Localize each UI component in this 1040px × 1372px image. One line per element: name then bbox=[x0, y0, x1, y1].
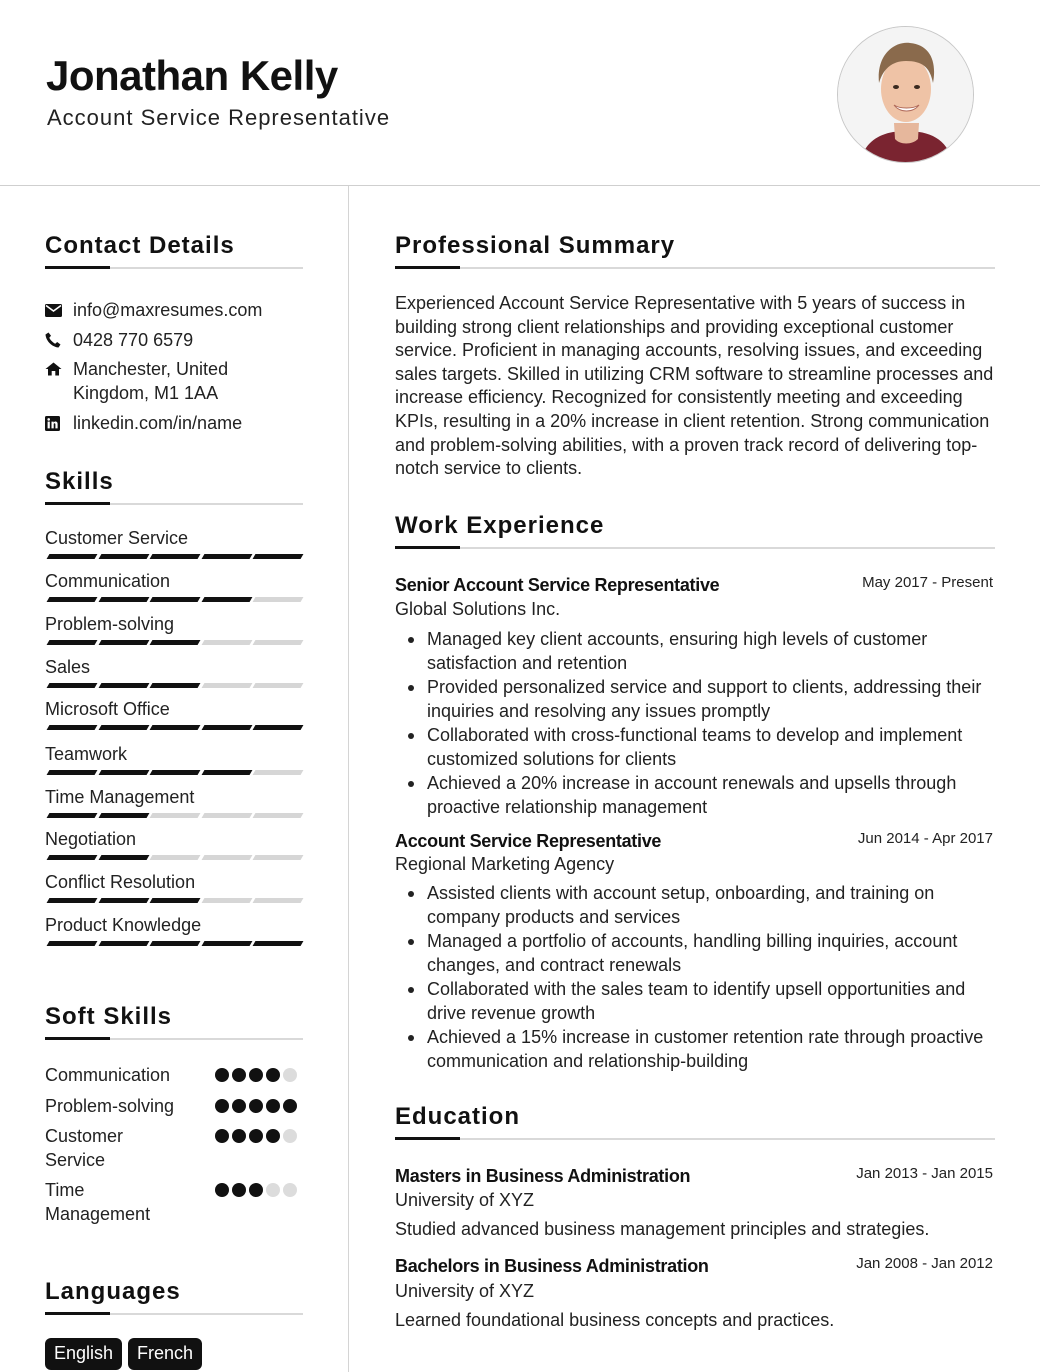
contact-address bbox=[45, 357, 273, 405]
skill-level-segment bbox=[98, 640, 149, 645]
skill-level-bar bbox=[45, 813, 303, 818]
skill-row bbox=[45, 656, 303, 678]
skill-level-segment bbox=[253, 640, 304, 645]
rating-dot bbox=[249, 1099, 263, 1113]
rating-dot bbox=[283, 1099, 297, 1113]
skill-level-segment bbox=[253, 683, 304, 688]
skill-level-segment bbox=[150, 683, 201, 688]
skill-level-segment bbox=[150, 855, 201, 860]
summary-heading: Professional Summary bbox=[395, 232, 676, 259]
languages-rule bbox=[45, 1313, 303, 1315]
skill-row bbox=[45, 914, 303, 936]
skill-row bbox=[45, 570, 303, 592]
job-dates: Jun 2014 - Apr 2017 bbox=[857, 830, 993, 847]
soft-skill-row bbox=[45, 1178, 303, 1226]
list-item: Collaborated with the sales team to identify upsell opportunities and drive revenue growth bbox=[395, 977, 995, 1025]
skill-level-segment bbox=[98, 813, 149, 818]
job-title: Senior Account Service Representative bbox=[395, 575, 720, 595]
skill-level-segment bbox=[253, 770, 304, 775]
skill-label: Negotiation bbox=[45, 829, 137, 849]
soft-skill-label: Problem-solving bbox=[45, 1096, 175, 1116]
skill-level-segment bbox=[98, 554, 149, 559]
rating-dot bbox=[266, 1183, 280, 1197]
skill-level-bar bbox=[45, 725, 303, 730]
candidate-title: Account Service Representative bbox=[47, 105, 391, 130]
soft-skill-rating bbox=[215, 1129, 297, 1143]
skill-label: Product Knowledge bbox=[45, 915, 202, 935]
degree-school: University of XYZ bbox=[395, 1190, 535, 1210]
skills-heading: Skills bbox=[45, 468, 114, 495]
contact-email bbox=[45, 298, 273, 322]
skill-level-segment bbox=[47, 941, 98, 946]
skill-level-segment bbox=[201, 597, 252, 602]
skill-level-segment bbox=[150, 898, 201, 903]
contact-linkedin[interactable] bbox=[45, 411, 273, 435]
skill-level-segment bbox=[150, 941, 201, 946]
rating-dot bbox=[232, 1183, 246, 1197]
soft-skill-label: Communication bbox=[45, 1065, 171, 1085]
soft-skill-row bbox=[45, 1124, 303, 1172]
skill-level-segment bbox=[201, 770, 252, 775]
skill-level-segment bbox=[98, 770, 149, 775]
skill-level-bar bbox=[45, 855, 303, 860]
list-item: Managed a portfolio of accounts, handling billing inquiries, account changes, and contract renewals bbox=[395, 929, 995, 977]
skill-level-segment bbox=[150, 640, 201, 645]
degree-school: University of XYZ bbox=[395, 1281, 535, 1301]
skill-label: Communication bbox=[45, 571, 171, 591]
skills-rule bbox=[45, 503, 303, 505]
skill-level-bar bbox=[45, 597, 303, 602]
contact-address-text: Manchester, United Kingdom, M1 1AA bbox=[73, 359, 229, 403]
rating-dot bbox=[266, 1068, 280, 1082]
degree-title: Bachelors in Business Administration bbox=[395, 1256, 709, 1276]
skill-level-segment bbox=[150, 725, 201, 730]
skill-label: Microsoft Office bbox=[45, 699, 170, 719]
skill-level-segment bbox=[47, 855, 98, 860]
skill-level-segment bbox=[253, 941, 304, 946]
job-company: Global Solutions Inc. bbox=[395, 599, 561, 619]
summary-rule bbox=[395, 267, 995, 269]
skill-level-segment bbox=[201, 683, 252, 688]
degree-dates: Jan 2013 - Jan 2015 bbox=[856, 1165, 993, 1182]
contact-heading: Contact Details bbox=[45, 232, 235, 259]
skill-level-segment bbox=[47, 640, 98, 645]
language-tag: French bbox=[128, 1338, 202, 1370]
language-tag: English bbox=[45, 1338, 122, 1370]
skill-level-segment bbox=[201, 813, 252, 818]
soft-skill-rating bbox=[215, 1068, 297, 1082]
rating-dot bbox=[283, 1068, 297, 1082]
degree-dates: Jan 2008 - Jan 2012 bbox=[856, 1255, 993, 1272]
skill-level-segment bbox=[150, 813, 201, 818]
job-bullets bbox=[395, 881, 995, 1073]
skill-row bbox=[45, 698, 303, 720]
candidate-name: Jonathan Kelly bbox=[46, 52, 338, 99]
rating-dot bbox=[215, 1068, 229, 1082]
skill-row bbox=[45, 786, 303, 808]
job-dates: May 2017 - Present bbox=[862, 574, 993, 591]
skill-label: Conflict Resolution bbox=[45, 872, 196, 892]
soft-skills-rule bbox=[45, 1038, 303, 1040]
rating-dot bbox=[215, 1099, 229, 1113]
envelope-icon bbox=[45, 298, 73, 322]
education-heading: Education bbox=[395, 1103, 521, 1130]
skill-level-segment bbox=[201, 640, 252, 645]
skill-level-bar bbox=[45, 898, 303, 903]
languages-heading: Languages bbox=[45, 1278, 181, 1305]
skill-level-segment bbox=[253, 898, 304, 903]
skill-level-segment bbox=[253, 813, 304, 818]
rating-dot bbox=[249, 1129, 263, 1143]
list-item: Achieved a 20% increase in account renewals and upsells through proactive relationship management bbox=[395, 771, 995, 819]
rating-dot bbox=[215, 1129, 229, 1143]
experience-rule bbox=[395, 547, 995, 549]
skill-level-segment bbox=[98, 941, 149, 946]
language-tags bbox=[45, 1338, 202, 1370]
soft-skill-label: Customer Service bbox=[45, 1126, 124, 1170]
skill-level-segment bbox=[47, 813, 98, 818]
job-title: Account Service Representative bbox=[395, 831, 662, 851]
rating-dot bbox=[232, 1068, 246, 1082]
skill-level-segment bbox=[253, 554, 304, 559]
education-rule bbox=[395, 1138, 995, 1140]
profile-photo bbox=[837, 26, 974, 163]
rating-dot bbox=[266, 1129, 280, 1143]
list-item: Managed key client accounts, ensuring high levels of customer satisfaction and retention bbox=[395, 627, 995, 675]
experience-heading: Work Experience bbox=[395, 512, 605, 539]
list-item: Provided personalized service and support to clients, addressing their inquiries and resolving any issues promptly bbox=[395, 675, 995, 723]
skill-row bbox=[45, 613, 303, 635]
skill-level-segment bbox=[47, 898, 98, 903]
soft-skill-label: Time Management bbox=[45, 1180, 151, 1224]
skill-level-segment bbox=[253, 855, 304, 860]
skill-label: Time Management bbox=[45, 787, 195, 807]
skill-row bbox=[45, 527, 303, 549]
rating-dot bbox=[215, 1183, 229, 1197]
skill-level-segment bbox=[150, 770, 201, 775]
skill-level-segment bbox=[98, 898, 149, 903]
skill-level-bar bbox=[45, 770, 303, 775]
phone-icon bbox=[45, 328, 73, 352]
column-divider bbox=[348, 186, 349, 1372]
skill-label: Problem-solving bbox=[45, 614, 175, 634]
rating-dot bbox=[232, 1099, 246, 1113]
resume-header bbox=[0, 0, 1040, 186]
job-company: Regional Marketing Agency bbox=[395, 854, 615, 874]
contact-phone bbox=[45, 328, 273, 352]
degree-description: Studied advanced business management principles and strategies. bbox=[395, 1219, 930, 1239]
skill-level-segment bbox=[201, 725, 252, 730]
degree-description: Learned foundational business concepts and practices. bbox=[395, 1310, 835, 1330]
soft-skill-rating bbox=[215, 1099, 297, 1113]
skill-level-segment bbox=[201, 855, 252, 860]
skill-level-segment bbox=[253, 597, 304, 602]
skill-row bbox=[45, 743, 303, 765]
degree-title: Masters in Business Administration bbox=[395, 1166, 691, 1186]
home-icon bbox=[45, 357, 73, 381]
skill-level-segment bbox=[47, 683, 98, 688]
skill-level-segment bbox=[47, 725, 98, 730]
skill-level-segment bbox=[47, 770, 98, 775]
skill-label: Customer Service bbox=[45, 528, 189, 548]
soft-skill-row bbox=[45, 1063, 303, 1087]
skill-level-segment bbox=[201, 898, 252, 903]
contact-email-text: info@maxresumes.com bbox=[73, 300, 263, 320]
rating-dot bbox=[283, 1129, 297, 1143]
skill-level-segment bbox=[98, 725, 149, 730]
skill-level-bar bbox=[45, 554, 303, 559]
soft-skill-row bbox=[45, 1094, 303, 1118]
skill-level-bar bbox=[45, 941, 303, 946]
skill-label: Teamwork bbox=[45, 744, 128, 764]
skill-level-segment bbox=[253, 725, 304, 730]
soft-skill-rating bbox=[215, 1183, 297, 1197]
skill-level-segment bbox=[47, 554, 98, 559]
rating-dot bbox=[249, 1183, 263, 1197]
contact-rule bbox=[45, 267, 303, 269]
skill-level-segment bbox=[201, 941, 252, 946]
skill-level-segment bbox=[150, 554, 201, 559]
skill-level-segment bbox=[47, 597, 98, 602]
skill-level-segment bbox=[98, 855, 149, 860]
skill-level-segment bbox=[98, 683, 149, 688]
skill-level-segment bbox=[98, 597, 149, 602]
rating-dot bbox=[283, 1183, 297, 1197]
rating-dot bbox=[232, 1129, 246, 1143]
job-bullets bbox=[395, 627, 995, 819]
rating-dot bbox=[266, 1099, 280, 1113]
skill-level-bar bbox=[45, 640, 303, 645]
soft-skills-heading: Soft Skills bbox=[45, 1003, 173, 1030]
rating-dot bbox=[249, 1068, 263, 1082]
skill-level-segment bbox=[201, 554, 252, 559]
skill-level-segment bbox=[150, 597, 201, 602]
linkedin-icon bbox=[45, 411, 73, 435]
skill-label: Sales bbox=[45, 657, 91, 677]
skill-row bbox=[45, 871, 303, 893]
list-item: Assisted clients with account setup, onboarding, and training on company products and services bbox=[395, 881, 995, 929]
skill-level-bar bbox=[45, 683, 303, 688]
skill-row bbox=[45, 828, 303, 850]
summary-text: Experienced Account Service Representative with 5 years of success in building strong client relationships and providing exceptional customer service. Proficient in managing accounts, resolving issues, and exceeding sales targets. Skilled in utilizing CRM software to streamline processes and increase efficiency. Recognized for consistently meeting and exceeding KPIs, resulting in a 20% increase in client retention. Strong communication and problem-solving abilities, with a proven track record of delivering top-notch service to clients. bbox=[395, 293, 994, 479]
contact-linkedin-text[interactable]: linkedin.com/in/name bbox=[73, 413, 243, 433]
list-item: Achieved a 15% increase in customer retention rate through proactive communication and relationship-building bbox=[395, 1025, 995, 1073]
contact-phone-text: 0428 770 6579 bbox=[73, 330, 194, 350]
list-item: Collaborated with cross-functional teams to develop and implement customized solutions for clients bbox=[395, 723, 995, 771]
